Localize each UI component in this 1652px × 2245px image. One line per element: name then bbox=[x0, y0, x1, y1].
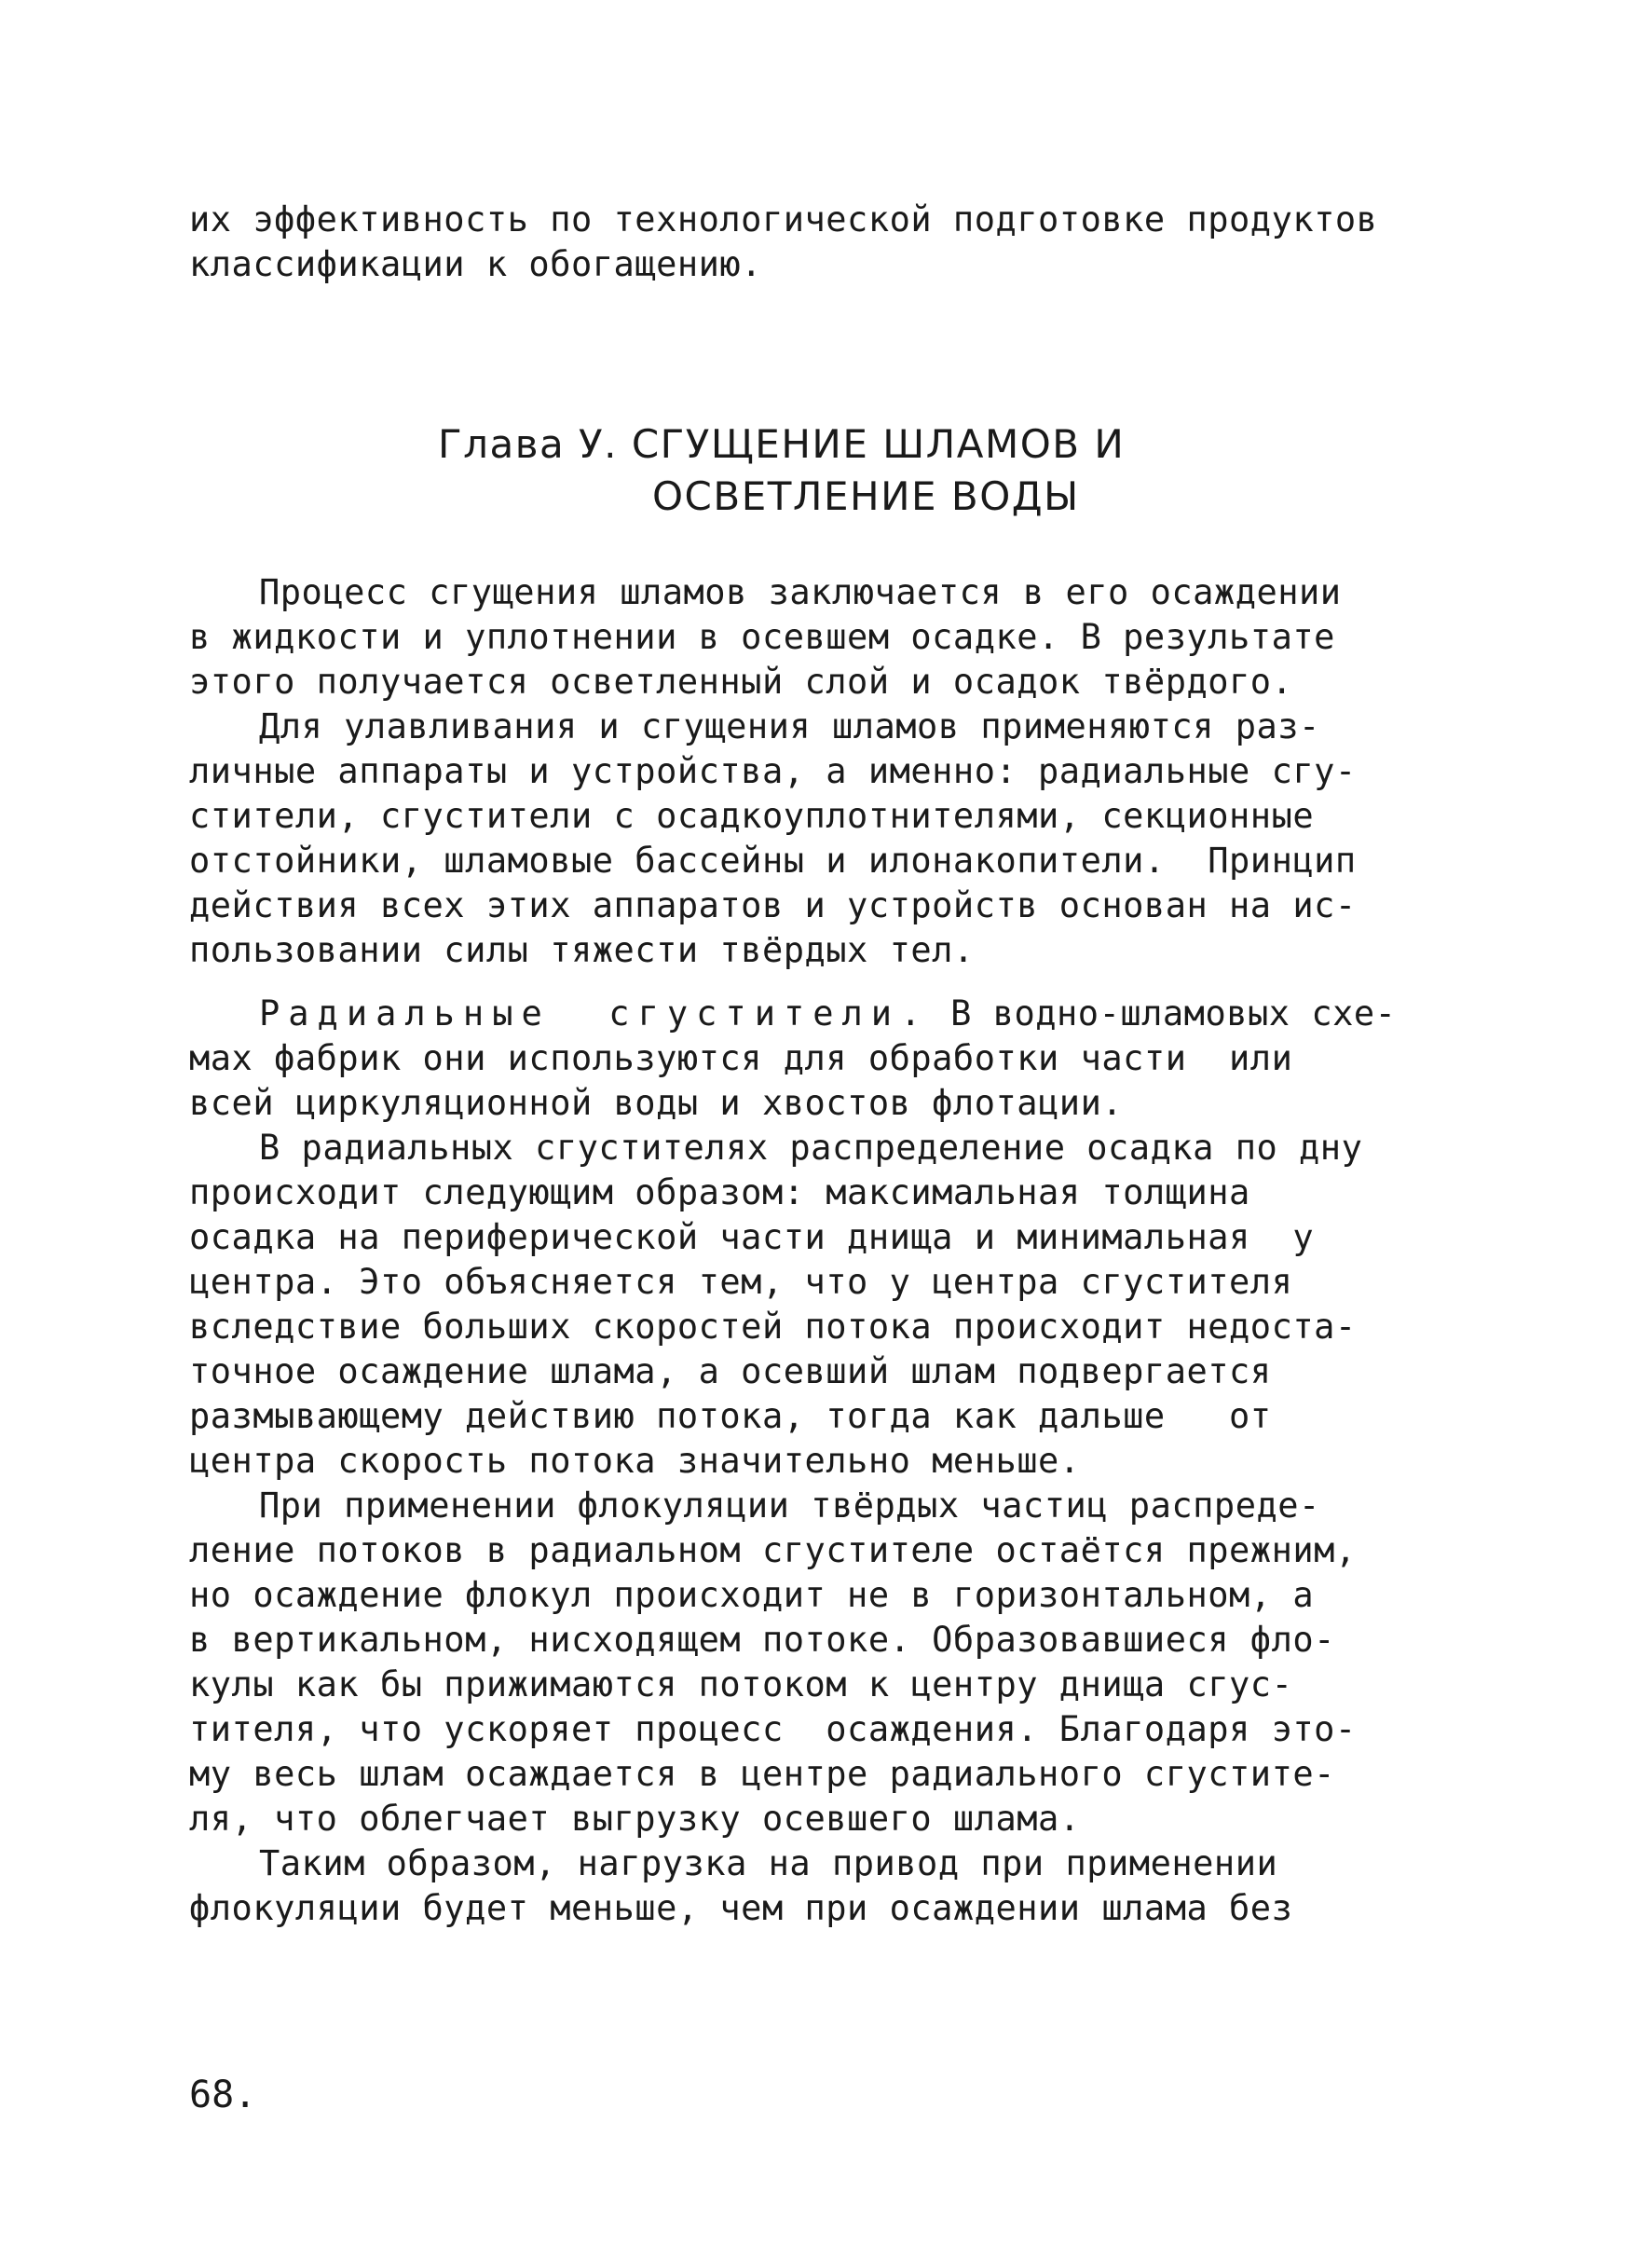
text-line: му весь шлам осаждается в центре радиального сгустите- bbox=[189, 1754, 1335, 1794]
chapter-title-line-1: Глава У. СГУЩЕНИЕ ШЛАМОВ И bbox=[438, 421, 1126, 467]
text-line: вследствие больших скоростей потока происходит недоста- bbox=[189, 1307, 1357, 1347]
text-line: кулы как бы прижимаются потоком к центру днища сгус- bbox=[189, 1664, 1293, 1704]
text-line: в жидкости и уплотнении в осевшем осадке. В результате bbox=[189, 617, 1335, 657]
chapter-title-line-2: ОСВЕТЛЕНИЕ ВОДЫ bbox=[652, 473, 1080, 519]
paragraph-gap bbox=[189, 973, 1456, 992]
section-lead: Радиальные сгустители. bbox=[259, 993, 930, 1034]
paragraph-5 bbox=[189, 1484, 1456, 1841]
text-line: их эффективность по технологической подготовке продуктов bbox=[189, 199, 1378, 240]
text-line: в вертикальном, нисходящем потоке. Образовавшиеся фло- bbox=[189, 1620, 1335, 1660]
paragraph-2 bbox=[189, 705, 1456, 973]
text-line: но осаждение флокул происходит не в горизонтальном, а bbox=[189, 1575, 1315, 1615]
text-line: пользовании силы тяжести твёрдых тел. bbox=[189, 930, 975, 970]
text-line: осадка на периферической части днища и минимальная у bbox=[189, 1217, 1315, 1257]
paragraph-6 bbox=[189, 1841, 1456, 1931]
intro-paragraph bbox=[189, 198, 1456, 287]
text-line: действия всех этих аппаратов и устройств основан на ис- bbox=[189, 885, 1357, 925]
text-line: всей циркуляционной воды и хвостов флотации. bbox=[189, 1083, 1124, 1123]
text-line: ля, что облегчает выгрузку осевшего шлама. bbox=[189, 1799, 1081, 1839]
paragraph-4 bbox=[189, 1126, 1456, 1484]
text-line-rest: В водно-шламовых схе- bbox=[929, 993, 1397, 1034]
text-line: тителя, что ускоряет процесс осаждения. Благодаря это- bbox=[189, 1709, 1357, 1749]
text-line: В радиальных сгустителях распределение осадка по дну bbox=[259, 1128, 1363, 1168]
text-line: отстойники, шламовые бассейны и илонакопители. Принцип bbox=[189, 841, 1357, 881]
text-line: происходит следующим образом: максимальная толщина bbox=[189, 1172, 1250, 1212]
text-line bbox=[189, 992, 1456, 1036]
text-line: ление потоков в радиальном сгустителе остаётся прежним, bbox=[189, 1530, 1357, 1570]
chapter-heading bbox=[0, 421, 1652, 526]
text-line: При применении флокуляции твёрдых частиц распреде- bbox=[259, 1485, 1320, 1526]
text-line: флокуляции будет меньше, чем при осаждении шлама без bbox=[189, 1888, 1293, 1928]
page-number: 68. bbox=[189, 2074, 257, 2116]
paragraph-1 bbox=[189, 570, 1456, 705]
text-line: размывающему действию потока, тогда как дальше от bbox=[189, 1396, 1272, 1436]
text-line: Таким образом, нагрузка на привод при применении bbox=[259, 1843, 1278, 1883]
text-line: этого получается осветленный слой и осадок твёрдого. bbox=[189, 662, 1293, 702]
text-line: Процесс сгущения шламов заключается в его осаждении bbox=[259, 572, 1342, 612]
paragraph-3 bbox=[189, 992, 1456, 1126]
text-line: мах фабрик они используются для обработки части или bbox=[189, 1038, 1293, 1078]
text-line: центра. Это объясняется тем, что у центра сгустителя bbox=[189, 1262, 1293, 1302]
text-line: Для улавливания и сгущения шламов применяются раз- bbox=[259, 706, 1320, 746]
text-line: центра скорость потока значительно меньше. bbox=[189, 1441, 1081, 1481]
text-line: точное осаждение шлама, а осевший шлам подвергается bbox=[189, 1351, 1272, 1391]
body-text bbox=[189, 570, 1456, 1931]
text-line: классификации к обогащению. bbox=[189, 244, 762, 284]
text-line: стители, сгустители с осадкоуплотнителями, секционные bbox=[189, 796, 1315, 836]
text-line: личные аппараты и устройства, а именно: радиальные сгу- bbox=[189, 751, 1357, 791]
